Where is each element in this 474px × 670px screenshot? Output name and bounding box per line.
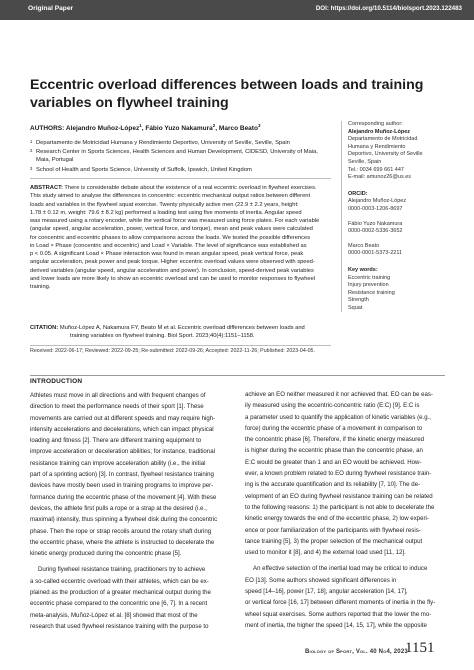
abstract-text: training. [30,284,51,290]
body-text: Athletes must move in all directions and with frequent changes of [30,392,206,399]
body-text: maximal) intensity, thus spinning a flywheel disk during the concentric [30,516,218,524]
body-text: kinetic energy towards the end of the eccentric phase, 2) low experi- [245,515,429,523]
author-name: Fábio Yuzo Nakamura [145,125,213,133]
keyword: Squat [348,304,363,311]
affiliation [30,139,332,147]
corresponding-author-address: Deportivo, University of Seville [348,151,423,158]
authors-line: AUTHORS: Alejandro Muñoz-López$^1$, Fábio Yuzo Nakamura$^2$, Marco Beato$^3$ [30,123,261,133]
citation-text: Muñoz-López A, Nakamura FY, Beato M et al. Eccentric overload differences between loads and [58,325,305,331]
abstract-text: angular acceleration, peak power and peak torque. Higher eccentric overload values were observed with speed- [30,259,315,266]
keyword: Injury prevention [348,282,389,289]
affiliation-text: Maia, Portugal [36,157,74,164]
body-text: eccentric phase compared to the concentric one [6, 7]. In a recent [30,600,208,608]
keywords-label: Key words: [348,266,378,273]
author-affil-marker: 2 [212,123,216,128]
abstract-text: 1.78 ± 0.12 m, weight: 79.6 ± 8.2 kg) performed a loading test using five moments of inertia. Angular speed [30,209,302,216]
page-number: 1151 [405,640,435,656]
abstract-label: ABSTRACT: [30,185,63,191]
body-column-left [30,390,230,632]
affiliation-text: School of Health and Sports Science, University of Suffolk, Ipswich, United Kingdom [36,167,252,173]
body-text: speed [14–16], power [17, 18], angular acceleration [14, 17], [245,588,408,596]
body-text: phase. Then the rope or strap recoils around the rotary shaft during [30,527,212,535]
corresponding-author-name: Alejandro Muñoz-López [348,128,411,135]
orcid-author: Fábio Yuzo Nakamura [348,220,403,227]
body-text: achieve an EO neither measured it nor achieved that. EO can be eas- [245,391,433,398]
corresponding-author-label: Corresponding author: [348,121,403,127]
abstract-text: for concentric and eccentric phases to allow comparisons across the loads. We tested the possible differences [30,234,311,241]
body-text: improve acceleration or deceleration abilities; for instance, traditional [30,448,215,456]
body-text: ment of inertia, the higher the speed [14, 15, 17], while the opposite [245,621,427,629]
body-text: used to monitor it [8], and 4) the external load used [11, 12]. [245,549,406,557]
affiliation-text: Research Center in Sports Sciences, Health Sciences and Human Development, CIDESD, University of Maia, [36,149,318,155]
body-text: loading and fitness [2]. There are different training equipment to [30,437,202,445]
keyword: Strength [348,297,369,304]
body-text: the concentric phase [6]. Therefore, if the kinetic energy measured [245,436,425,444]
affiliation [30,148,332,164]
body-text: research that used flywheel resistance training with the purpose to [30,622,209,630]
body-text: movements are carried out at different speeds and may require high- [30,414,216,422]
body-text: resistance training can improve acceleration ability (i.e., the initial [30,459,206,467]
title-line: variables on flywheel training [30,94,229,111]
body-text: a so-called eccentric overload with their athletes, which can be ex- [30,577,209,585]
body-text: ence or poor familiarization of the participants with flywheel resis- [245,526,421,534]
body-text: the eccentric phase, where the athlete is instructed to decelerate the [30,538,215,546]
body-text: An effective selection of the inertial load may be critical to induce [253,565,428,573]
keyword: Eccentric training [348,274,391,281]
body-text: tance training [5], 3) the proper selection of the mechanical output [245,537,423,545]
author-name: Alejandro Muñoz-López [65,125,140,133]
body-text: intensity accelerations and decelerations, which can impact physical [30,425,214,433]
citation [30,324,332,341]
page-title [30,77,430,112]
body-column-right [245,389,445,631]
abstract-text: was measured using a rotary encoder, while the vertical force was measured using force plates. For each variable [30,218,320,224]
abstract-text: loads and variables in the flywheel squat exercise. Twenty physically active men (22.9 ± 2.2 years, height: [30,201,299,208]
body-text: to the following reasons: 1) the participant is not able to decelerate the [245,503,435,511]
corresponding-author-address: Departamento de Motricidad [348,136,418,143]
body-text: E:C would be greater than 1 and an EO would be achieved. How- [245,458,422,466]
body-text: velopment of an EO during flywheel resistance training can be related [245,492,433,500]
affiliation-number: 3 [30,166,33,171]
doi-link[interactable]: DOI: https://doi.org/10.5114/biolsport.2023.122483 [315,5,462,12]
orcid-author: Marco Beato [348,242,380,249]
abstract-text: in Load × Phase (concentric and eccentric) and Load × Variable. The level of significance was established as [30,242,307,249]
author-affil-marker: 3 [257,123,261,128]
body-text: ever, a known problem related to EO during flywheel resistance train- [245,470,432,478]
affiliation-number: 2 [30,148,33,153]
title-line: Eccentric overload differences between loads and training [30,77,424,93]
divider [30,178,331,179]
orcid-id[interactable]: 0000-0003-1206-8697 [348,205,403,212]
body-text: part of a sprinting action) [3]. In contrast, flywheel resistance training [30,471,214,479]
body-text: ily measured using the eccentric-concentric ratio (E:C) [9]. E:C is [245,402,420,410]
body-text: is higher during the eccentric phase than the concentric phase, an [245,447,423,455]
body-text: devices have mostly been used in training programs to improve per- [30,482,214,490]
abstract-text: (angular speed, angular acceleration, power, vertical force, and torque), mean and peak values were calculated [30,226,313,233]
body-text: direction to meet the performance needs of their sport [1]. These [30,403,204,411]
body-text: formance during the eccentric phase of the movement [4]. With these [30,493,217,501]
corresponding-author-address: Seville, Spain [348,158,382,165]
body-text: meta-analysis, Muñoz-López et al. [8] showed that most of the [30,611,198,619]
divider [30,345,331,346]
body-text: or vertical force [16, 17] between different moments of inertia in the fly- [245,599,436,607]
body-text: devices, the athlete first pulls a rope or a strap at the desired (i.e., [30,504,207,512]
abstract-text: derived variables (angular speed, angular acceleration and power). In conclusion, speed-derived peak variables [30,267,314,274]
affiliation [30,166,332,174]
corresponding-author-phone: Tel.: 0034 699 661 447 [348,166,404,173]
body-text: wheel squat exercises. Some authors reported that the lower the mo- [245,610,432,618]
section-divider [30,375,445,376]
corresponding-author-email[interactable]: E-mail: amunoz26@us.es [348,174,412,181]
body-text: During flywheel resistance training, practitioners try to achieve [38,566,206,574]
affiliation-number: 1 [30,139,33,144]
abstract-text: p < 0.05. A significant Load × Phase interaction was found in mean angular speed, peak vertical force, peak [30,251,304,257]
header-bar [0,0,474,20]
affiliation-text: Departamento de Motricidad Humana y Rendimiento Deportivo, University of Seville, Seville, Spain [36,140,290,146]
article-sidebar [341,121,447,312]
body-text: kinetic energy produced during the concentric phase [5]. [30,550,182,558]
authors-label: AUTHORS: [30,125,65,133]
journal-footer: Biology of Sport, Vol. 40 No4, 2023 [305,649,408,655]
section-heading: INTRODUCTION [30,378,83,385]
corresponding-author-address: Humana y Rendimiento [348,143,406,150]
orcid-id[interactable]: 0000-0001-5373-2211 [348,250,403,257]
body-text: force) during the eccentric phase of a movement in comparison to [245,424,423,432]
publication-dates: Received: 2022-06-17; Reviewed: 2022-09-25; Re-submitted: 2022-09-26; Accepted: 2022-11-26; Published: 2023-04-05. [30,348,315,354]
body-text: a parameter used to quantify the application of kinetic variables (e.g., [245,413,431,421]
orcid-author: Alejandro Muñoz-López [348,198,407,205]
author-name: Marco Beato [218,125,258,133]
body-text: ing is the accurate quantification and its reliability [7, 10]. The de- [245,481,421,489]
abstract [30,184,332,291]
keyword: Resistance training [348,289,395,296]
abstract-text: and lower loads are more likely to show an eccentric overload and can be used to monitor responses to flywheel [30,275,316,282]
orcid-id[interactable]: 0000-0002-5336-3652 [348,228,403,235]
body-text: EO [13]. Some authors showed significant differences in [245,576,397,584]
body-text: plained as the production of a greater mechanical output during the [30,589,211,597]
citation-text: training variables on flywheel training. Biol Sport. 2023;40(4):1151–1158. [70,333,255,340]
article-type-label: Original Paper [28,5,74,12]
orcid-label: ORCID: [348,190,368,197]
abstract-text: There is considerable debate about the existence of a real eccentric overload in flywheel exercises. [62,185,317,191]
author-affil-marker: 1 [139,123,142,128]
citation-label: CITATION: [30,325,59,331]
abstract-text: This study aimed to analyse the differences in concentric: eccentric mechanical output ratios between different [30,193,311,200]
